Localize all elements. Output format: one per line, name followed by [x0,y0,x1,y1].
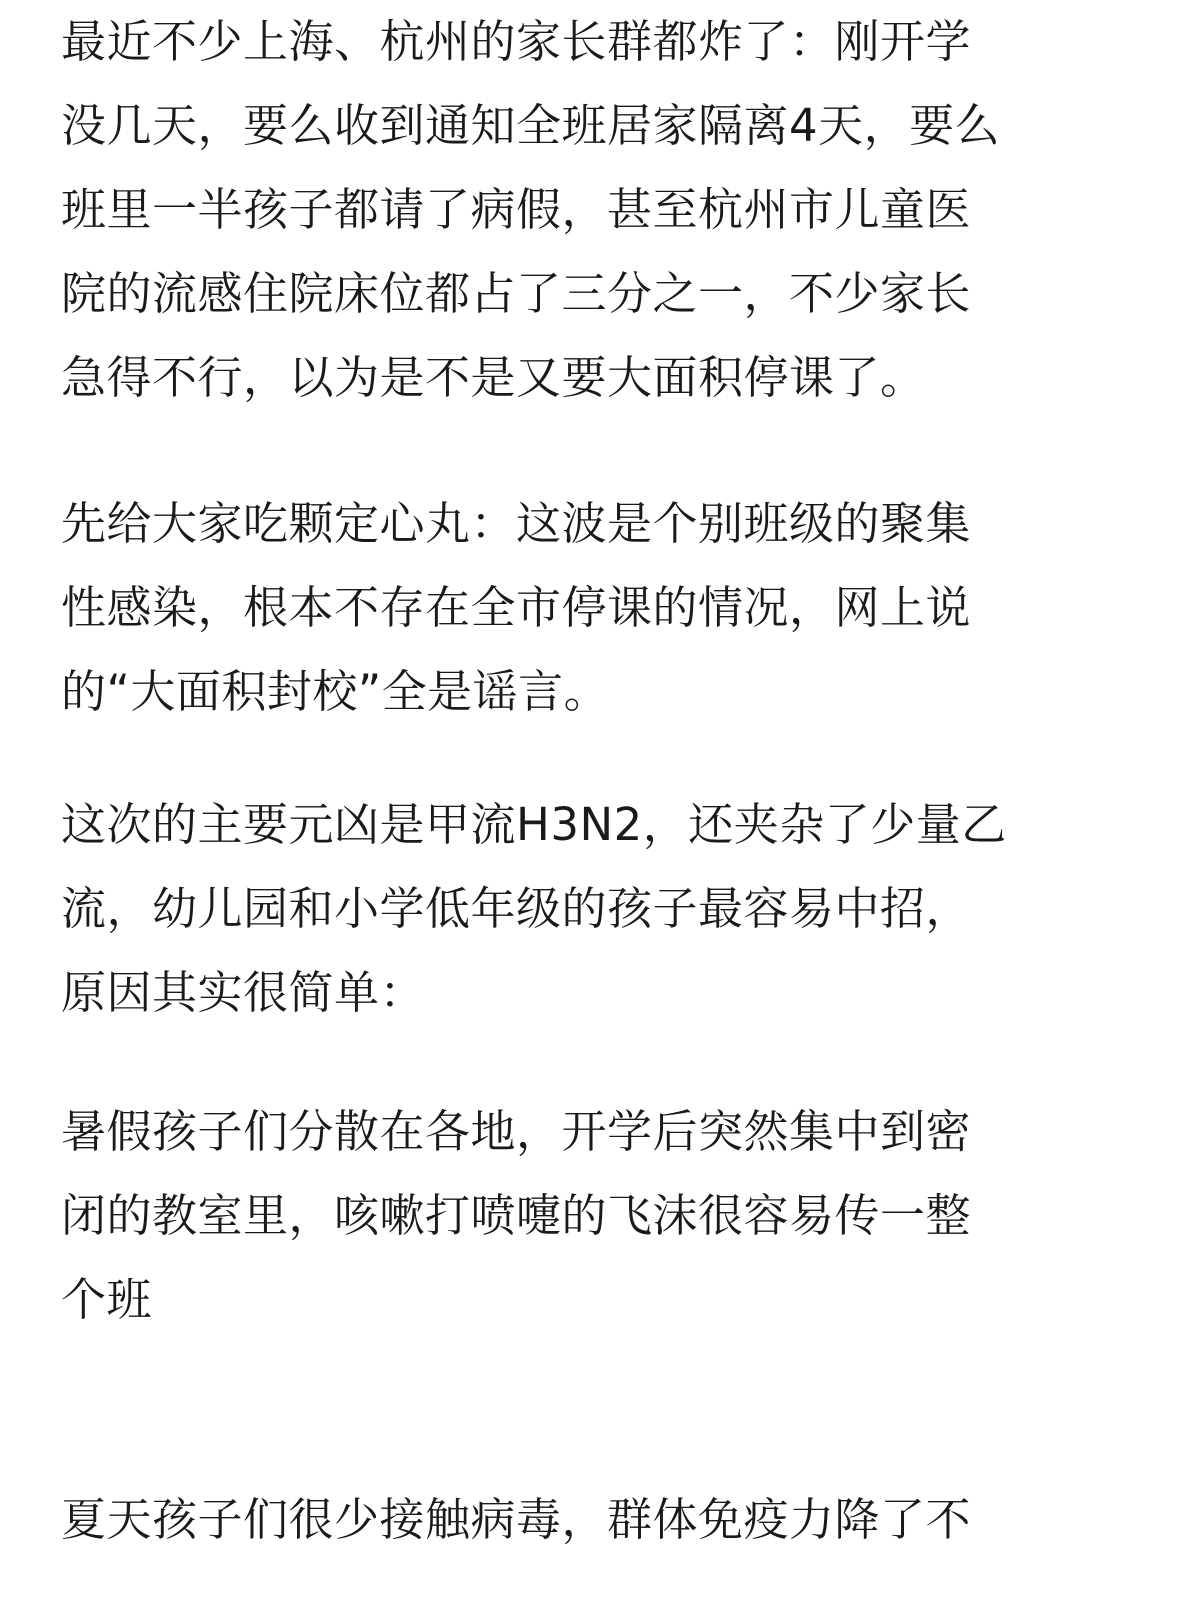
paragraph-reason-one [61,1090,1101,1342]
text-line: 最近不少上海、杭州的家长群都炸了：刚开学 [61,15,972,68]
text-line: 没几天，要么收到通知全班居家隔离4天，要么 [61,99,1001,152]
text-line: 暑假孩子们分散在各地，开学后突然集中到密 [61,1105,972,1158]
text-line: 闭的教室里，咳嗽打喷嚏的飞沫很容易传一整 [61,1189,972,1242]
text-line: 流，幼儿园和小学低年级的孩子最容易中招， [61,882,972,935]
text-line: 急得不行，以为是不是又要大面积停课了。 [61,351,926,404]
paragraph-reassurance [61,482,1101,734]
text-line: 这次的主要元凶是甲流H3N2，还夹杂了少量乙 [61,798,1007,851]
paragraph-intro [61,0,1101,420]
text-line: 个班 [61,1273,153,1326]
paragraph-reason-two [61,1478,1101,1562]
text-line: 的“大面积封校”全是谣言。 [61,665,610,718]
paragraph-cause [61,783,1101,1035]
text-line: 院的流感住院床位都占了三分之一，不少家长 [61,267,972,320]
text-line: 原因其实很简单： [61,966,426,1019]
text-line: 性感染，根本不存在全市停课的情况，网上说 [61,581,972,634]
text-line: 夏天孩子们很少接触病毒，群体免疫力降了不 [61,1493,972,1546]
text-line: 班里一半孩子都请了病假，甚至杭州市儿童医 [61,183,972,236]
text-line: 先给大家吃颗定心丸：这波是个别班级的聚集 [61,497,972,550]
